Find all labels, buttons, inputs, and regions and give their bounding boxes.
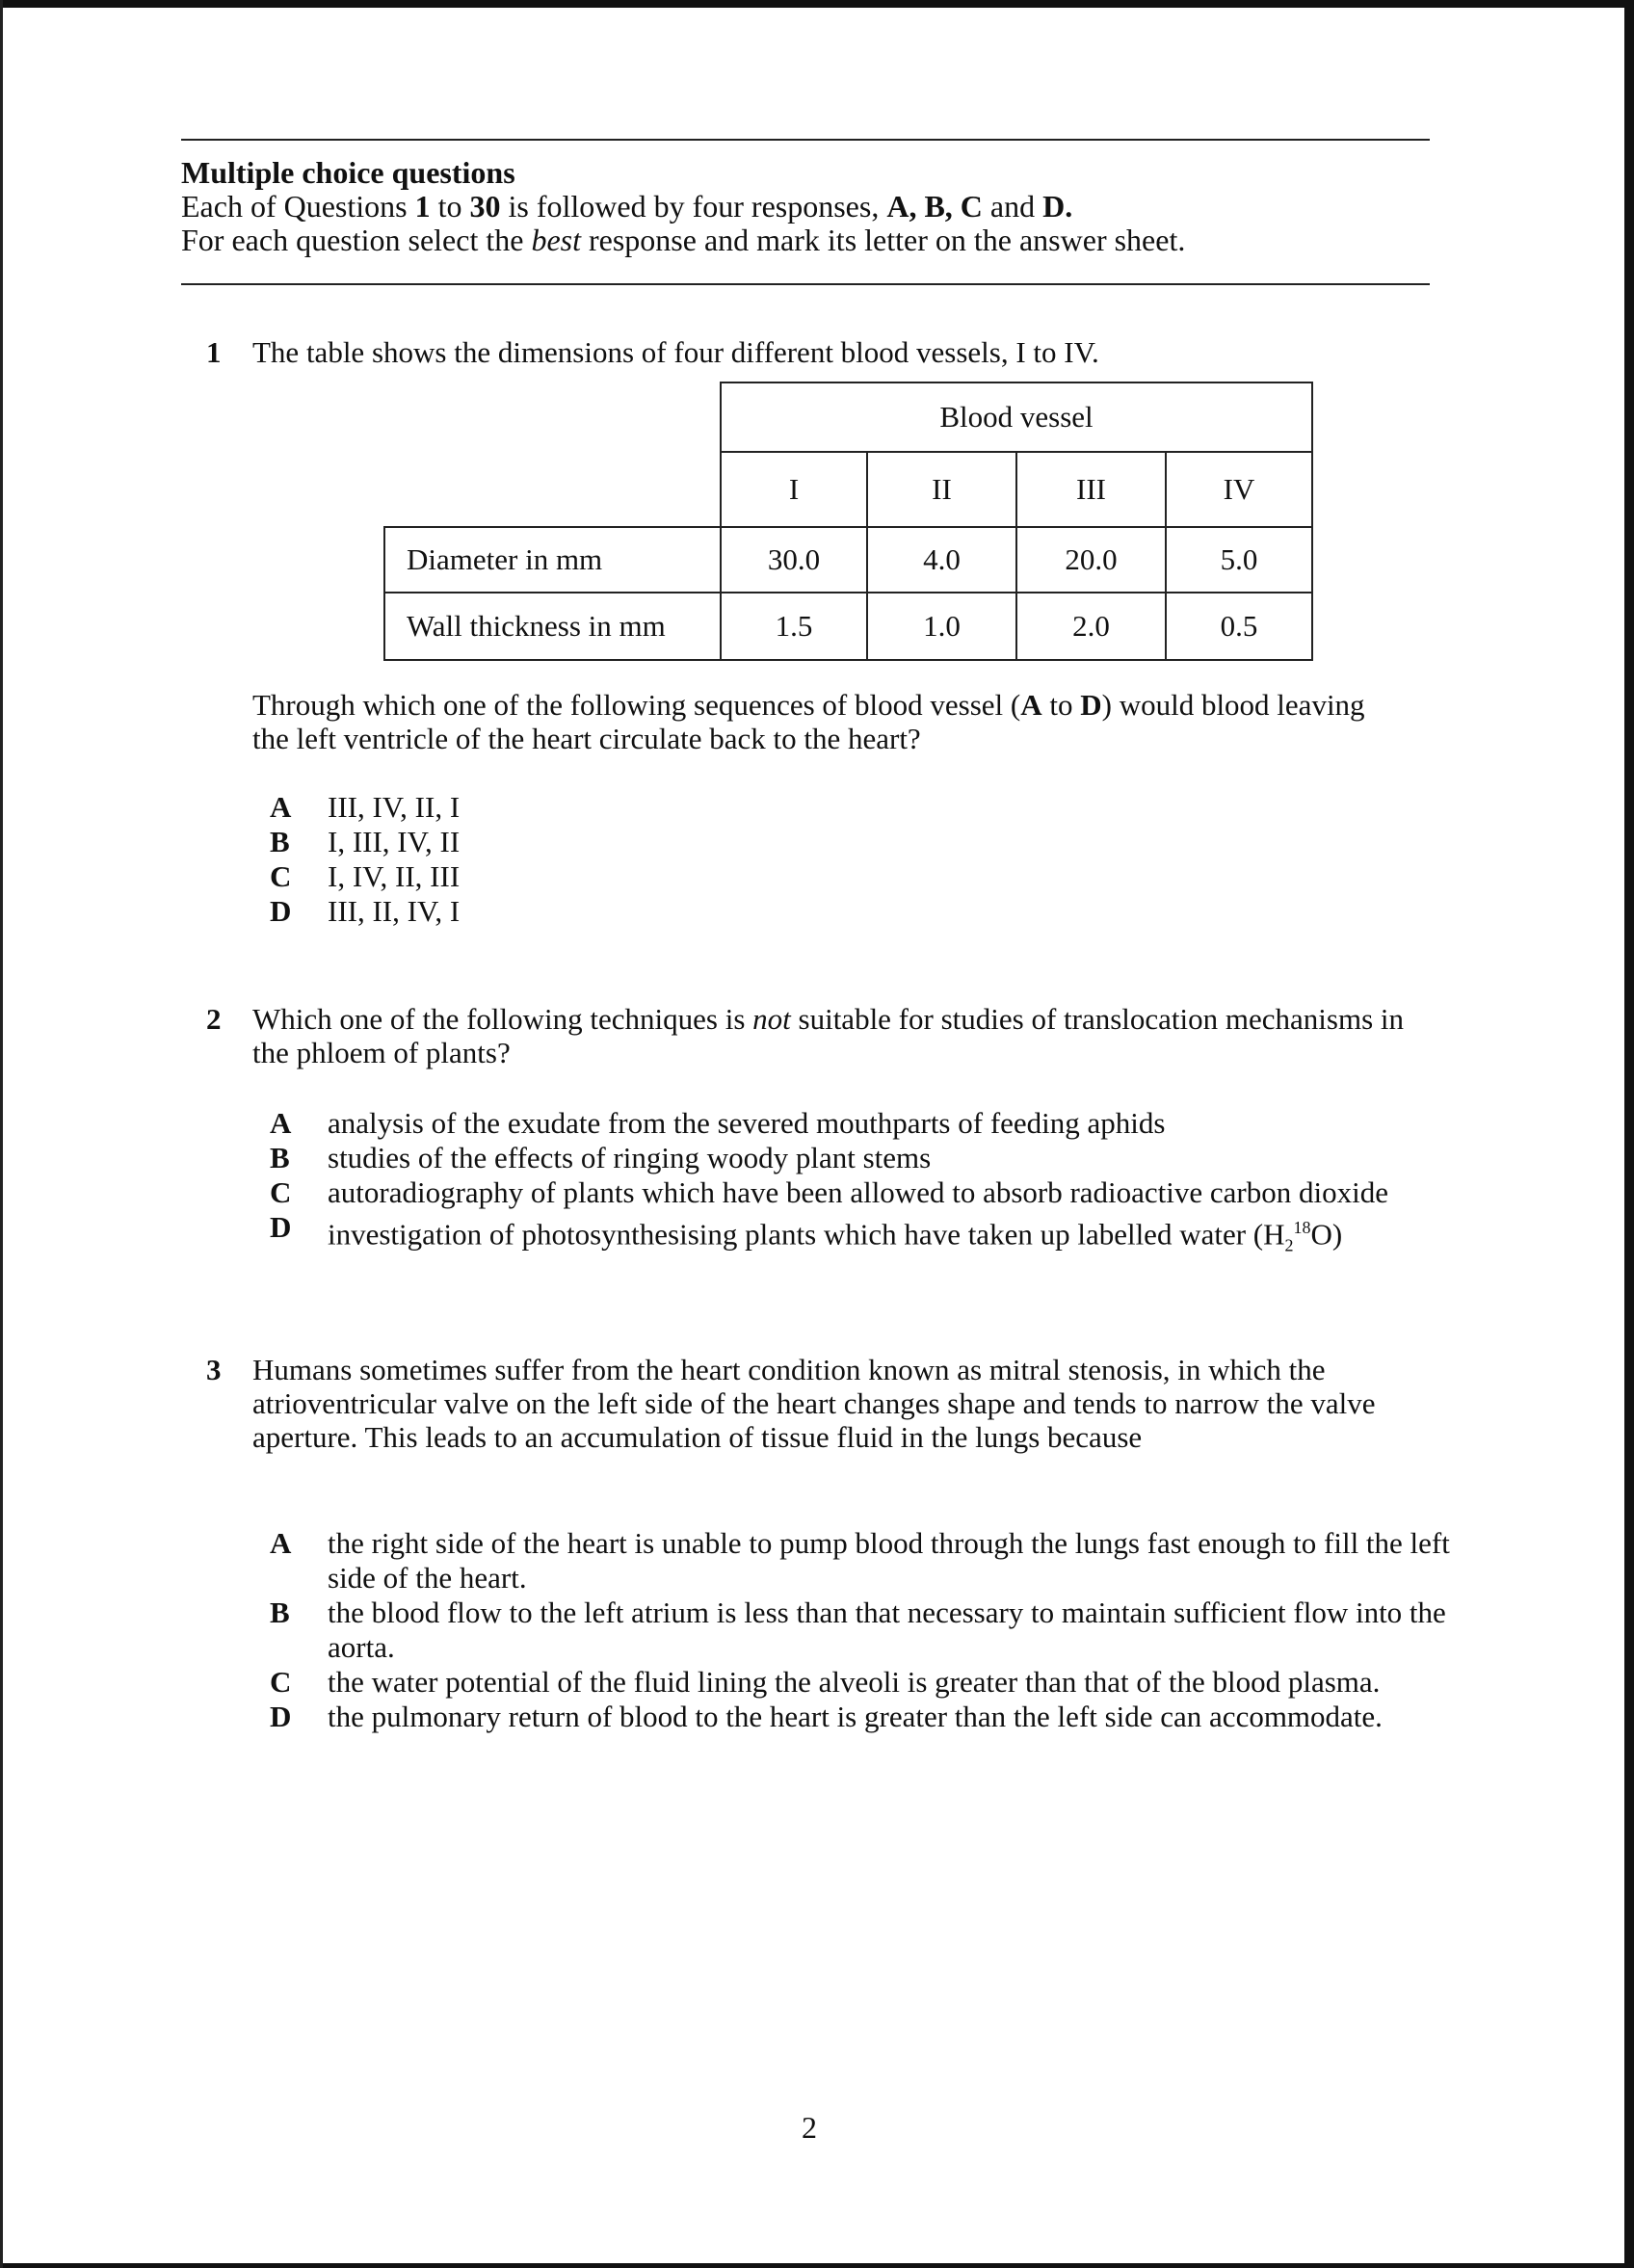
table-cell: 0.5: [1166, 593, 1312, 660]
question-stem: Which one of the following techniques is not suitable for studies of translocation mechanisms in the phloem of plants?: [252, 1002, 1404, 1069]
table-cell: 30.0: [721, 527, 867, 593]
table-row: [384, 593, 1312, 660]
answer-option-c[interactable]: C autoradiography of plants which have been allowed to absorb radioactive carbon dioxide: [270, 1175, 1388, 1209]
page-number: 2: [802, 2110, 817, 2145]
row-label: Wall thickness in mm: [384, 593, 721, 660]
table-cell: 4.0: [867, 527, 1016, 593]
header-rule-top: [181, 139, 1430, 141]
answer-option-c[interactable]: C the water potential of the fluid lining the alveoli is greater than that of the blood plasma.: [270, 1665, 1381, 1699]
answer-option-a[interactable]: A the right side of the heart is unable to pump blood through the lungs fast enough to fill the left side of the heart.: [270, 1526, 1450, 1595]
table-row: [384, 527, 1312, 593]
answer-option-a[interactable]: A III, IV, II, I: [270, 790, 461, 824]
question-stem: Humans sometimes suffer from the heart condition known as mitral stenosis, in which the atrioventricular valve on the left side of the heart changes shape and tends to narrow the valve aperture. This leads to an accumulation of tissue fluid in the lungs because: [252, 1353, 1376, 1454]
table-cell: 2.0: [1016, 593, 1166, 660]
scan-border-right: [1624, 0, 1634, 2268]
table-column-header: III: [1016, 452, 1166, 527]
table-column-header: I: [721, 452, 867, 527]
table-cell: 1.0: [867, 593, 1016, 660]
question-number: 2: [206, 1002, 222, 1036]
row-label: Diameter in mm: [384, 527, 721, 593]
question-stem: The table shows the dimensions of four different blood vessels, I to IV.: [252, 335, 1099, 369]
instruction-line-1: Each of Questions 1 to 30 is followed by four responses, A, B, C and D.: [181, 189, 1073, 224]
table-cell: 20.0: [1016, 527, 1166, 593]
table-column-header: IV: [1166, 452, 1312, 527]
answer-option-d[interactable]: D the pulmonary return of blood to the heart is greater than the left side can accommodate.: [270, 1700, 1383, 1733]
answer-option-d[interactable]: D investigation of photosynthesising plants which have taken up labelled water $(H_2^{18}O)$: [270, 1210, 1343, 1255]
scan-border-left: [0, 0, 3, 2268]
table-cell: 1.5: [721, 593, 867, 660]
section-title: Multiple choice questions: [181, 155, 515, 190]
question-2-options: [270, 1106, 1474, 1263]
blood-vessel-table: [383, 382, 1313, 661]
answer-option-b[interactable]: B studies of the effects of ringing woody plant stems: [270, 1141, 932, 1174]
answer-option-b[interactable]: B I, III, IV, II: [270, 825, 461, 858]
question-1-options: [270, 790, 1474, 929]
table-column-header: II: [867, 452, 1016, 527]
question-3-options: [270, 1526, 1474, 1734]
answer-option-d[interactable]: D III, II, IV, I: [270, 894, 461, 928]
header-rule-bottom: [181, 283, 1430, 285]
answer-option-c[interactable]: C I, IV, II, III: [270, 859, 461, 893]
instruction-line-2: For each question select the best response and mark its letter on the answer sheet.: [181, 223, 1186, 257]
answer-option-a[interactable]: A analysis of the exudate from the severed mouthparts of feeding aphids: [270, 1106, 1166, 1140]
table-group-header: Blood vessel: [721, 382, 1312, 452]
section-header: [181, 156, 1434, 257]
scan-border-bottom: [0, 2263, 1634, 2268]
question-number: 1: [206, 335, 222, 369]
scan-border-top: [0, 0, 1634, 8]
question-number: 3: [206, 1353, 222, 1386]
answer-option-b[interactable]: B the blood flow to the left atrium is less than that necessary to maintain sufficient flow into the aorta.: [270, 1596, 1446, 1664]
table-cell: 5.0: [1166, 527, 1312, 593]
